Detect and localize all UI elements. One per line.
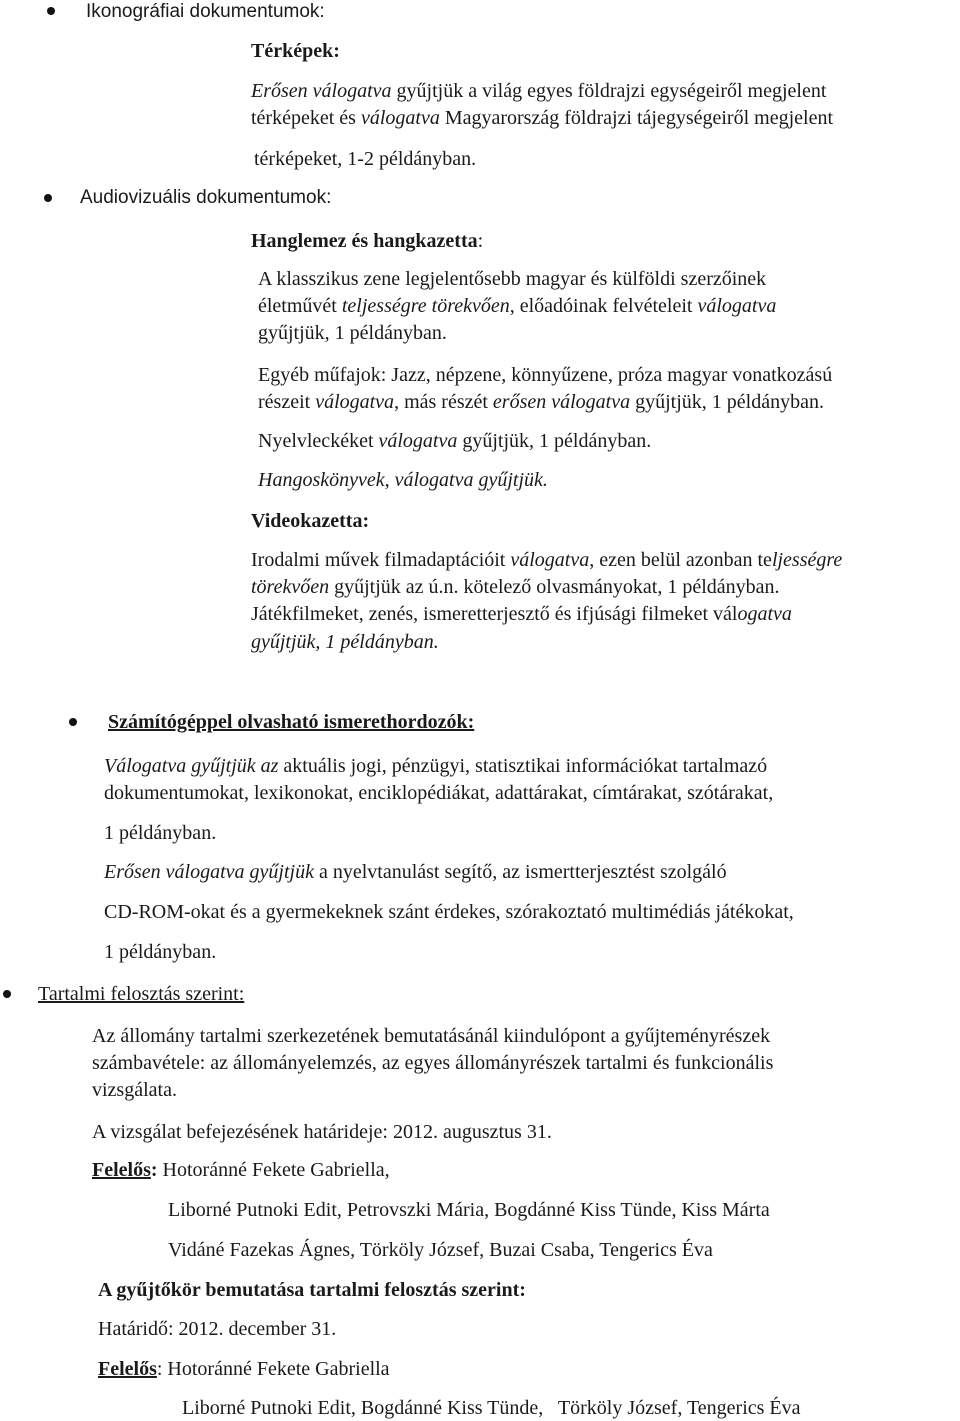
maps-line-3: térképeket, 1-2 példányban.: [254, 148, 477, 170]
other-genres-line-1: Egyéb műfajok: Jazz, népzene, könnyűzene, próza magyar vonatkozású: [258, 364, 833, 386]
audiovisual-heading: Audiovizuális dokumentumok:: [80, 187, 332, 208]
video-line-4: gyűjtjük, 1 példányban.: [251, 631, 439, 653]
digital-p2-line-3: 1 példányban.: [104, 941, 217, 963]
digital-media-heading: Számítógéppel olvasható ismerethordozók:: [108, 711, 475, 733]
digital-p1-line-1: Válogatva gyűjtjük az aktuális jogi, pénzügyi, statisztikai információkat tartalmazó: [104, 755, 768, 777]
deadline-1: A vizsgálat befejezésének határideje: 2012. augusztus 31.: [92, 1121, 552, 1143]
other-genres-line-2: részeit válogatva, más részét erősen válogatva gyűjtjük, 1 példányban.: [258, 391, 824, 413]
content-p-line-3: vizsgálata.: [92, 1079, 177, 1101]
maps-heading: Térképek:: [251, 40, 340, 62]
bullet-icon: [44, 194, 52, 202]
audiobooks: Hangoskönyvek, válogatva gyűjtjük.: [258, 469, 548, 491]
bullet-icon: [69, 718, 77, 726]
collection-subheading: A gyűjtőkör bemutatása tartalmi felosztás szerint:: [98, 1279, 526, 1301]
digital-p2-line-2: CD-ROM-okat és a gyermekeknek szánt érdekes, szórakoztató multimédiás játékokat,: [104, 901, 794, 923]
digital-p2-line-1: Erősen válogatva gyűjtjük a nyelvtanulást segítő, az ismertterjesztést szolgáló: [104, 861, 727, 883]
responsible-1: Felelős: Hotoránné Fekete Gabriella,: [92, 1159, 390, 1181]
responsible-1-line-3: Vidáné Fazekas Ágnes, Törköly József, Buzai Csaba, Tengerics Éva: [168, 1239, 713, 1261]
bullet-icon: [47, 7, 55, 15]
responsible-1-line-2: Liborné Putnoki Edit, Petrovszki Mária, Bogdánné Kiss Tünde, Kiss Márta: [168, 1199, 770, 1221]
language-lessons: Nyelvleckéket válogatva gyűjtjük, 1 példányban.: [258, 430, 652, 452]
maps-line-2: térképeket és válogatva Magyarország földrajzi tájegységeiről megjelent: [251, 107, 834, 129]
digital-p1-line-3: 1 példányban.: [104, 822, 217, 844]
classical-line-2: életművét teljességre törekvően, előadóinak felvételeit válogatva: [258, 295, 777, 317]
content-division-heading: Tartalmi felosztás szerint:: [38, 983, 245, 1005]
video-line-1: Irodalmi művek filmadaptációit válogatva, ezen belül azonban teljességre: [251, 549, 843, 571]
classical-line-1: A klasszikus zene legjelentősebb magyar és külföldi szerzőinek: [258, 268, 767, 290]
records-heading: Hanglemez és hangkazetta:: [251, 230, 484, 252]
maps-line-1: Erősen válogatva gyűjtjük a világ egyes földrajzi egységeiről megjelent: [251, 80, 827, 102]
responsible-2: Felelős: Hotoránné Fekete Gabriella: [98, 1358, 390, 1380]
video-line-3: Játékfilmeket, zenés, ismeretterjesztő és ifjúsági filmeket válogatva: [251, 603, 792, 625]
video-heading: Videokazetta:: [251, 510, 370, 532]
classical-line-3: gyűjtjük, 1 példányban.: [258, 322, 447, 344]
responsible-2-line-2: Liborné Putnoki Edit, Bogdánné Kiss Tünde, Törköly József, Tengerics Éva: [182, 1397, 801, 1419]
video-line-2: törekvően gyűjtjük az ú.n. kötelező olvasmányokat, 1 példányban.: [251, 576, 780, 598]
content-p-line-1: Az állomány tartalmi szerkezetének bemutatásánál kiindulópont a gyűjteményrészek: [92, 1025, 771, 1047]
deadline-2: Határidő: 2012. december 31.: [98, 1318, 337, 1340]
iconographic-heading: Ikonográfiai dokumentumok:: [86, 1, 325, 22]
digital-p1-line-2: dokumentumokat, lexikonokat, enciklopédiákat, adattárakat, címtárakat, szótárakat,: [104, 782, 774, 804]
content-p-line-2: számbavétele: az állományelemzés, az egyes állományrészek tartalmi és funkcionális: [92, 1052, 774, 1074]
bullet-icon: [3, 990, 11, 998]
